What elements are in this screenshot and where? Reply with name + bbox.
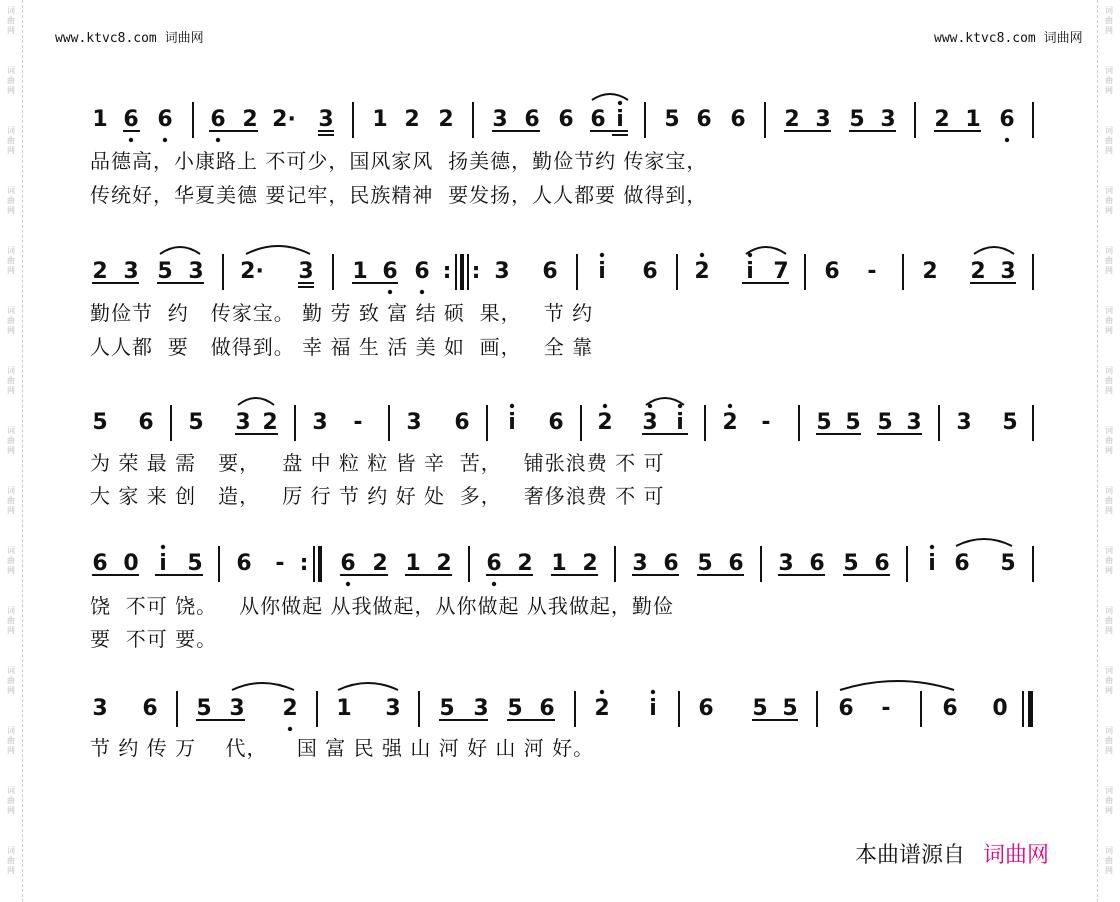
note: 6 — [824, 259, 840, 284]
note: 5 — [664, 107, 680, 132]
note: 6 — [454, 410, 470, 435]
source-label: 本曲谱源自 — [855, 843, 966, 868]
note: 6 — [999, 107, 1015, 132]
watermark-text: 词 曲 网 — [1105, 846, 1113, 875]
note: 6 — [698, 696, 714, 721]
note: 2 — [582, 551, 598, 576]
note: 1 — [372, 107, 388, 132]
note: 2 — [92, 259, 108, 284]
note: 3 — [298, 259, 314, 284]
note: 6 — [954, 551, 970, 576]
watermark-text: 词 曲 网 — [7, 546, 15, 575]
note: 3 — [956, 410, 972, 435]
watermark-text: 词 曲 网 — [1105, 786, 1113, 815]
lyric-verse-2: 要 不可 要。 — [90, 627, 218, 651]
note: 5 — [196, 696, 212, 721]
note: 5 — [439, 696, 455, 721]
note: i — [598, 259, 606, 284]
note: 2· — [240, 259, 264, 284]
note: - — [867, 259, 877, 284]
header-site-label-right: www.ktvc8.com 词曲网 — [934, 31, 1083, 46]
note: 3 — [318, 107, 334, 132]
note: 3 — [815, 107, 831, 132]
repeat-dots: : — [471, 259, 481, 284]
note: 5 — [1000, 551, 1016, 576]
watermark-text: 词 曲 网 — [7, 6, 15, 35]
note: 6 — [486, 551, 502, 576]
watermark-text: 词 曲 网 — [1105, 246, 1113, 275]
watermark-text: 词 曲 网 — [1105, 126, 1113, 155]
note: 3 — [880, 107, 896, 132]
note: 6 — [123, 107, 139, 132]
note: 3 — [906, 410, 922, 435]
note: 5 — [843, 551, 859, 576]
note: 5 — [752, 696, 768, 721]
note: - — [761, 410, 771, 435]
note: 6 — [382, 259, 398, 284]
watermark-text: 词 曲 网 — [1105, 486, 1113, 515]
note: 6 — [942, 696, 958, 721]
note: 5 — [187, 551, 203, 576]
note: 1 — [336, 696, 352, 721]
lyric-verse-1: 品德高，小康路上 不可少，国风家风 扬美德，勤俭节约 传家宝， — [90, 149, 708, 173]
note: 5 — [188, 410, 204, 435]
note: 0 — [123, 551, 139, 576]
note: 3 — [92, 696, 108, 721]
watermark-text: 词 曲 网 — [7, 186, 15, 215]
watermark-text: 词 曲 网 — [1105, 66, 1113, 95]
watermark-text: 词 曲 网 — [1105, 666, 1113, 695]
note: 3 — [123, 259, 139, 284]
note: 1 — [405, 551, 421, 576]
note: 3 — [312, 410, 328, 435]
note: 7 — [773, 259, 789, 284]
note: i — [928, 551, 936, 576]
note: 5 — [845, 410, 861, 435]
note: 0 — [992, 696, 1008, 721]
note: 6 — [558, 107, 574, 132]
note: 5 — [782, 696, 798, 721]
note: 3 — [473, 696, 489, 721]
note: 6 — [142, 696, 158, 721]
watermark-text: 词 曲 网 — [1105, 726, 1113, 755]
note: 1 — [965, 107, 981, 132]
note: 5 — [1002, 410, 1018, 435]
lyric-verse-2: 大 家 来 创 造， 厉 行 节 约 好 处 多， 奢侈浪费 不 可 — [90, 484, 665, 508]
repeat-dots: : — [442, 259, 452, 284]
note: 6 — [548, 410, 564, 435]
note: 3 — [406, 410, 422, 435]
lyric-verse-1: 勤俭节 约 传家宝。 勤 劳 致 富 结 硕 果， 节 约 — [90, 301, 594, 325]
note: 6 — [663, 551, 679, 576]
note: i — [676, 410, 684, 435]
note: 6 — [524, 107, 540, 132]
note: 2 — [722, 410, 738, 435]
watermark-text: 词 曲 网 — [1105, 366, 1113, 395]
note: - — [881, 696, 891, 721]
watermark-text: 词 曲 网 — [7, 606, 15, 635]
note: 6 — [414, 259, 430, 284]
note: 6 — [874, 551, 890, 576]
lyric-verse-2: 人人都 要 做得到。 幸 福 生 活 美 如 画， 全 靠 — [90, 335, 594, 359]
note: 6 — [590, 107, 606, 132]
note: 5 — [877, 410, 893, 435]
note: - — [353, 410, 363, 435]
note: 2 — [372, 551, 388, 576]
note: 6 — [838, 696, 854, 721]
note: 3 — [492, 107, 508, 132]
note: 3 — [229, 696, 245, 721]
note: 3 — [188, 259, 204, 284]
note: 3 — [1000, 259, 1016, 284]
watermark-text: 词 曲 网 — [1105, 306, 1113, 335]
note: 2 — [242, 107, 258, 132]
header-site-label-left: www.ktvc8.com 词曲网 — [55, 31, 204, 46]
note: i — [746, 259, 754, 284]
note: 5 — [816, 410, 832, 435]
note: 2 — [517, 551, 533, 576]
note: 6 — [542, 259, 558, 284]
watermark-text: 词 曲 网 — [1105, 426, 1113, 455]
note: 6 — [730, 107, 746, 132]
watermark-text: 词 曲 网 — [7, 126, 15, 155]
note: 6 — [340, 551, 356, 576]
note: 3 — [494, 259, 510, 284]
note: 6 — [236, 551, 252, 576]
note: 2 — [438, 107, 454, 132]
note: 2 — [922, 259, 938, 284]
note: 5 — [697, 551, 713, 576]
note: 2 — [404, 107, 420, 132]
lyric-verse-1: 为 荣 最 需 要， 盘 中 粒 粒 皆 辛 苦， 铺张浪费 不 可 — [90, 451, 665, 475]
watermark-text: 词 曲 网 — [7, 486, 15, 515]
note: i — [616, 107, 624, 132]
note: 3 — [778, 551, 794, 576]
watermark-text: 词 曲 网 — [7, 366, 15, 395]
note: 2 — [934, 107, 950, 132]
note: 3 — [632, 551, 648, 576]
watermark-text: 词 曲 网 — [1105, 6, 1113, 35]
note: 6 — [696, 107, 712, 132]
note: 1 — [352, 259, 368, 284]
note: i — [649, 696, 657, 721]
note: 6 — [809, 551, 825, 576]
lyric-verse-1: 节 约 传 万 代， 国 富 民 强 山 河 好 山 河 好。 — [90, 736, 595, 760]
note: 1 — [551, 551, 567, 576]
note: 2· — [272, 107, 296, 132]
note: 2 — [784, 107, 800, 132]
note: 5 — [157, 259, 173, 284]
repeat-dots: : — [299, 551, 309, 576]
source-credit — [855, 838, 1049, 869]
note: 6 — [728, 551, 744, 576]
watermark-text: 词 曲 网 — [7, 726, 15, 755]
watermark-text: 词 曲 网 — [7, 846, 15, 875]
note: 2 — [970, 259, 986, 284]
note: 6 — [157, 107, 173, 132]
watermark-text: 词 曲 网 — [7, 666, 15, 695]
note: 2 — [594, 696, 610, 721]
lyric-verse-1: 饶 不可 饶。 从你做起 从我做起，从你做起 从我做起，勤俭 — [90, 594, 674, 618]
watermark-text: 词 曲 网 — [1105, 606, 1113, 635]
note: 2 — [436, 551, 452, 576]
note: i — [508, 410, 516, 435]
note: 2 — [282, 696, 298, 721]
note: 2 — [597, 410, 613, 435]
note: 1 — [92, 107, 108, 132]
note: 5 — [507, 696, 523, 721]
note: 3 — [235, 410, 251, 435]
watermark-text: 词 曲 网 — [7, 306, 15, 335]
note: - — [275, 551, 285, 576]
note: 6 — [539, 696, 555, 721]
note: 3 — [642, 410, 658, 435]
watermark-text: 词 曲 网 — [1105, 546, 1113, 575]
watermark-text: 词 曲 网 — [7, 246, 15, 275]
watermark-text: 词 曲 网 — [7, 786, 15, 815]
note: 5 — [92, 410, 108, 435]
brand-link[interactable]: 词曲网 — [983, 843, 1050, 868]
note: 6 — [642, 259, 658, 284]
note: 2 — [262, 410, 278, 435]
lyric-verse-2: 传统好，华夏美德 要记牢，民族精神 要发扬，人人都要 做得到， — [90, 183, 708, 207]
note: 6 — [92, 551, 108, 576]
watermark-text: 词 曲 网 — [7, 426, 15, 455]
note: 3 — [385, 696, 401, 721]
note: 2 — [694, 259, 710, 284]
watermark-text: 词 曲 网 — [7, 66, 15, 95]
watermark-text: 词 曲 网 — [1105, 186, 1113, 215]
note: i — [159, 551, 167, 576]
note: 5 — [849, 107, 865, 132]
note: 6 — [138, 410, 154, 435]
note: 6 — [210, 107, 226, 132]
